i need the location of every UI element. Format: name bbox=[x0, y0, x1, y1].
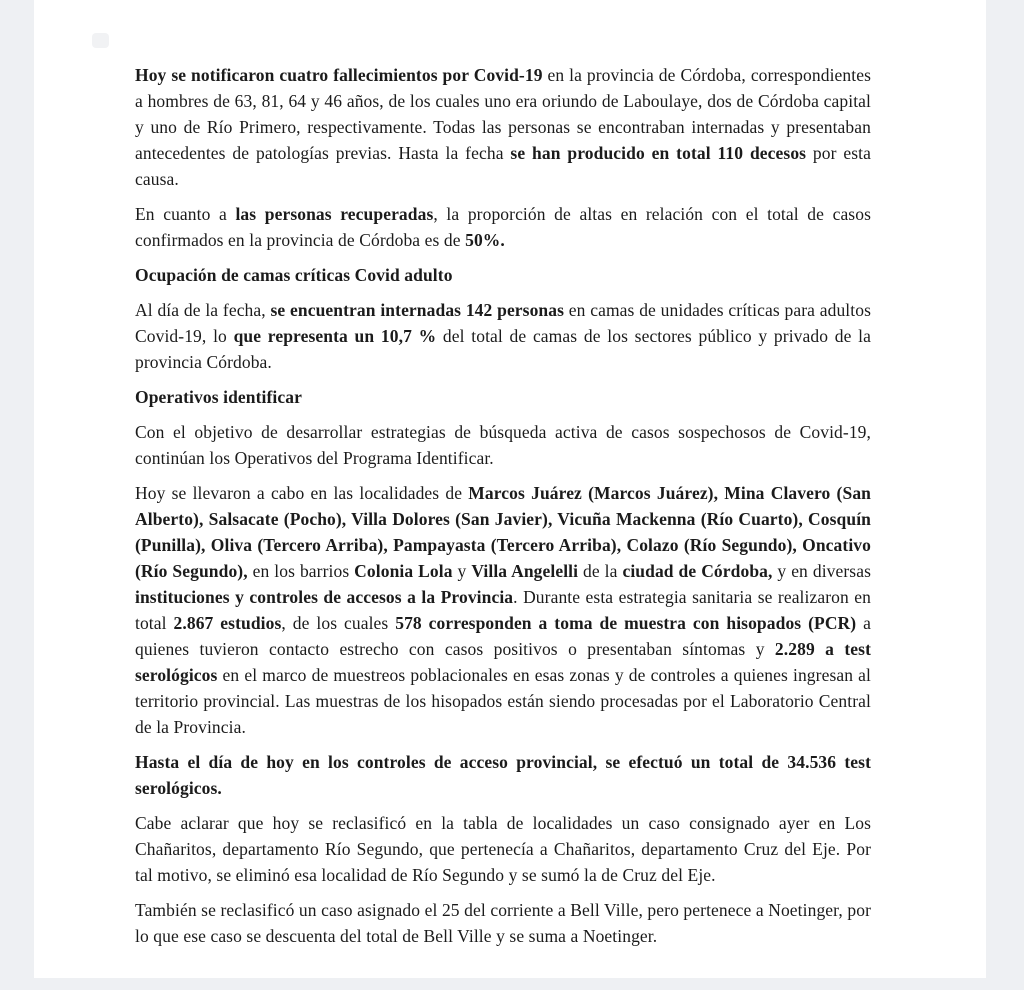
paragraph-2 bbox=[135, 201, 871, 253]
text-run: , de los cuales bbox=[281, 613, 396, 633]
heading-5 bbox=[135, 384, 871, 410]
text-run: . Durante esta estrategia sanitaria se realizaron en total bbox=[135, 587, 871, 633]
text-run: Cabe aclarar que hoy se reclasificó en la tabla de localidades un caso consignado ayer en Los Chañaritos, departamento Río Segundo, que pertenecía a Chañaritos, departamento Cruz del Eje. Por tal motivo, se eliminó esa localidad de Río Segundo y se sumó la de Cruz del Eje. bbox=[135, 813, 871, 885]
text-run: instituciones y controles de accesos a la Provincia bbox=[135, 587, 514, 607]
paragraph-6 bbox=[135, 419, 871, 471]
text-run: se han producido en total 110 decesos bbox=[510, 143, 807, 163]
text-run: por esta causa. bbox=[135, 143, 871, 189]
paragraph-9 bbox=[135, 810, 871, 888]
text-run: y en diversas bbox=[772, 561, 871, 581]
text-run: Ocupación de camas críticas Covid adulto bbox=[135, 265, 453, 285]
text-run: Operativos identificar bbox=[135, 387, 302, 407]
paragraph-4 bbox=[135, 297, 871, 375]
text-run: , la proporción de altas en relación con el total de casos confirmados en la provincia de Córdoba es de bbox=[135, 204, 871, 250]
document-page bbox=[34, 0, 986, 978]
text-run: Al día de la fecha, bbox=[135, 300, 271, 320]
text-run: Hoy se notificaron cuatro fallecimientos por Covid-19 bbox=[135, 65, 543, 85]
text-run: a quienes tuvieron contacto estrecho con casos positivos o presentaban síntomas y bbox=[135, 613, 872, 659]
text-run: 578 corresponden a toma de muestra con hisopados (PCR) bbox=[395, 613, 857, 633]
paragraph-8 bbox=[135, 749, 871, 801]
text-run: En cuanto a bbox=[135, 204, 236, 224]
text-run: Con el objetivo de desarrollar estrategias de búsqueda activa de casos sospechosos de Covid-19, continúan los Operativos del Programa Identificar. bbox=[135, 422, 871, 468]
text-run: del total de camas de los sectores público y privado de la provincia Córdoba. bbox=[135, 326, 871, 372]
text-run: de la bbox=[578, 561, 623, 581]
text-run: ciudad de Córdoba, bbox=[622, 561, 773, 581]
scan-artifact-smudge bbox=[92, 33, 109, 48]
text-run: Hasta el día de hoy en los controles de acceso provincial, se efectuó un total de 34.536 test serológicos. bbox=[135, 752, 871, 798]
text-run: que representa un 10,7 % bbox=[233, 326, 437, 346]
paragraph-10 bbox=[135, 897, 871, 949]
paragraph-7 bbox=[135, 480, 871, 740]
text-run: en el marco de muestreos poblacionales en esas zonas y de controles a quienes ingresan al territorio provincial. Las muestras de los hisopados están siendo procesadas por el Laboratorio Central de la Provincia. bbox=[135, 665, 871, 737]
heading-3 bbox=[135, 262, 871, 288]
text-run: 2.289 a test serológicos bbox=[135, 639, 872, 685]
text-run: y bbox=[452, 561, 472, 581]
text-run: Marcos Juárez (Marcos Juárez), Mina Clavero (San Alberto), Salsacate (Pocho), Villa Dolores (San Javier), Vicuña Mackenna (Río Cuarto), Cosquín (Punilla), Oliva (Tercero Arriba), Pampayasta (Tercero Arriba), Colazo (Río Segundo), Oncativo (Río Segundo), bbox=[135, 483, 872, 581]
text-run: las personas recuperadas bbox=[235, 204, 434, 224]
paragraph-1 bbox=[135, 62, 871, 192]
text-run: en camas de unidades críticas para adultos Covid-19, lo bbox=[135, 300, 871, 346]
text-run: en los barrios bbox=[247, 561, 355, 581]
text-run: en la provincia de Córdoba, correspondientes a hombres de 63, 81, 64 y 46 años, de los cuales uno era oriundo de Laboulaye, dos de Córdoba capital y uno de Río Primero, respectivamente. Todas las personas se encontraban internadas y presentaban antecedentes de patologías previas. Hasta la fecha bbox=[135, 65, 871, 163]
document-content bbox=[135, 62, 871, 958]
text-run: Hoy se llevaron a cabo en las localidades de bbox=[135, 483, 469, 503]
text-run: se encuentran internadas 142 personas bbox=[270, 300, 565, 320]
text-run: También se reclasificó un caso asignado el 25 del corriente a Bell Ville, pero pertenece a Noetinger, por lo que ese caso se descuenta del total de Bell Ville y se suma a Noetinger. bbox=[135, 900, 871, 946]
text-run: Colonia Lola bbox=[354, 561, 453, 581]
text-run: 50%. bbox=[465, 230, 505, 250]
text-run: 2.867 estudios bbox=[173, 613, 282, 633]
text-run: Villa Angelelli bbox=[471, 561, 579, 581]
